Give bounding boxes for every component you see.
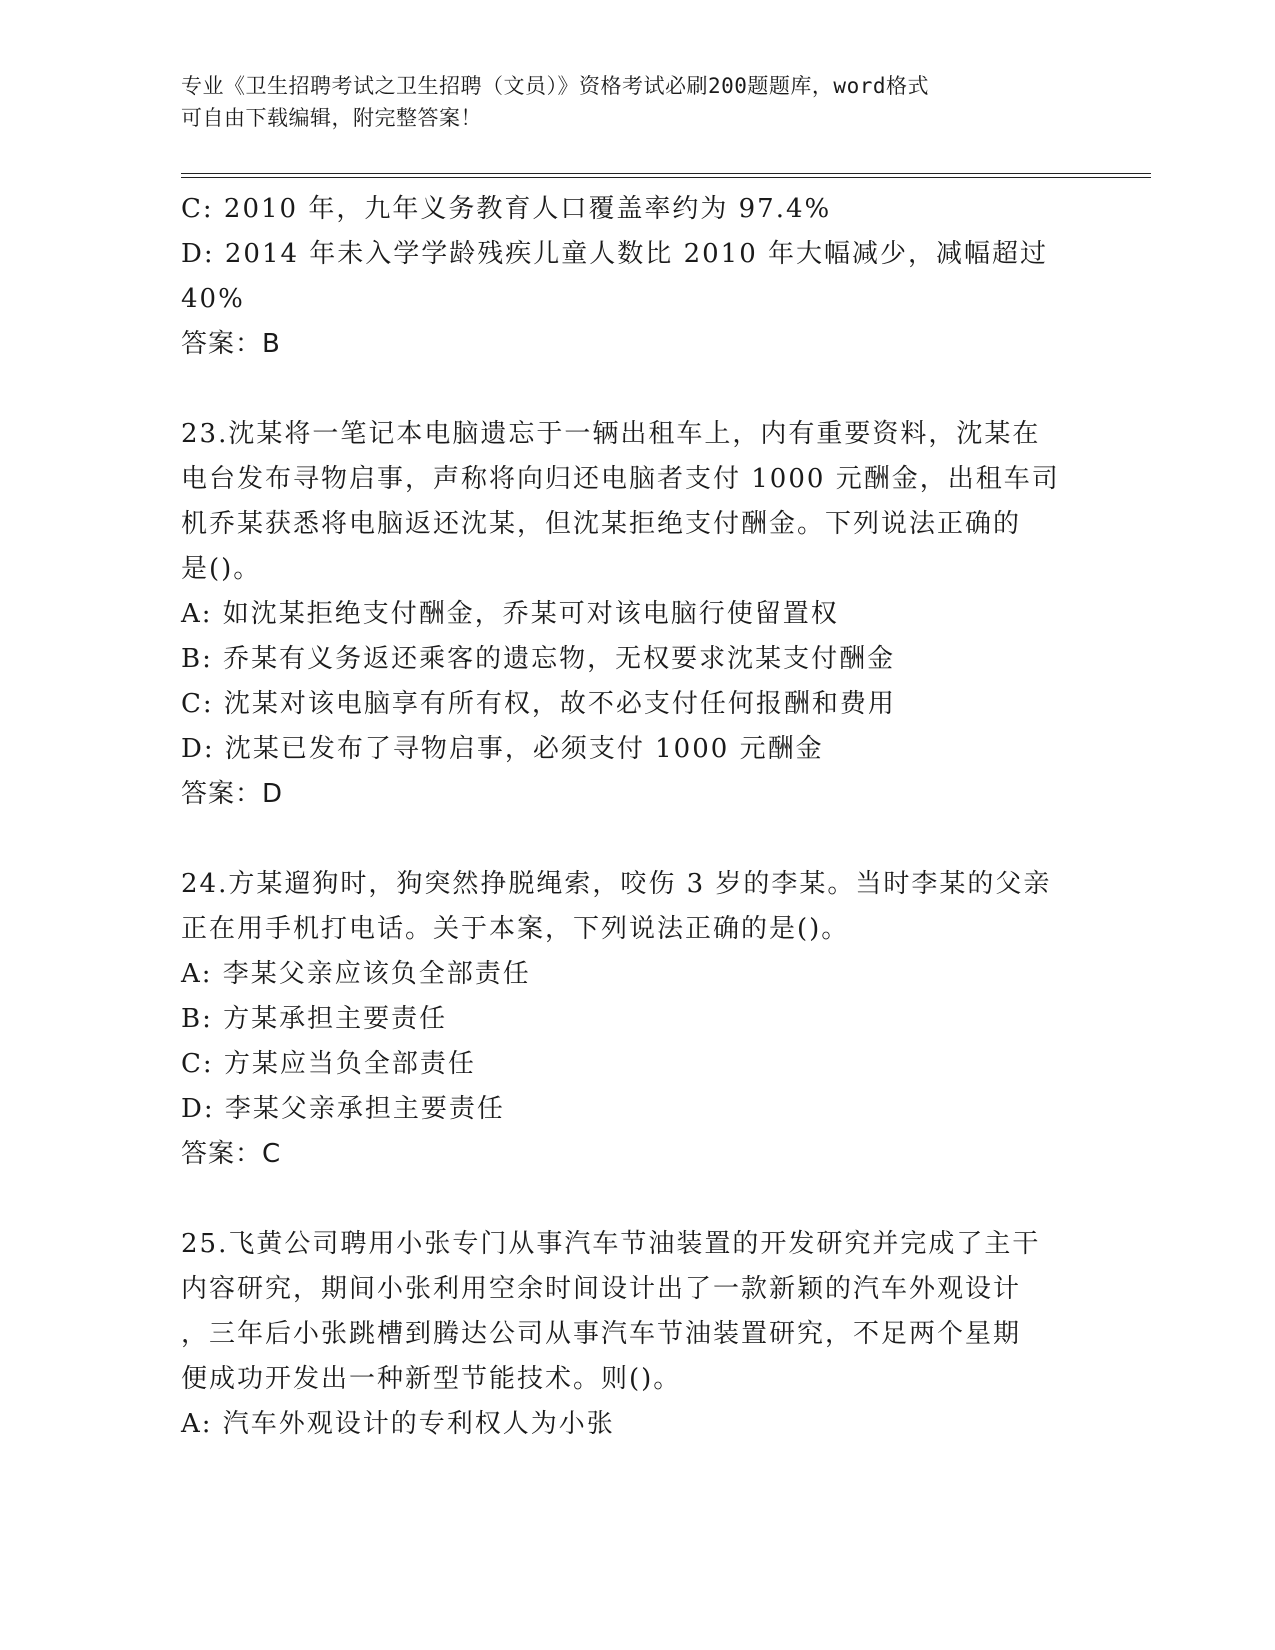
answer: 答案：D [181,779,284,809]
question-23 [181,412,1081,817]
question-content [181,187,1081,1447]
option-b: B: 方某承担主要责任 [181,1004,448,1034]
answer: 答案：B [181,329,281,359]
question-stem: ，三年后小张跳槽到腾达公司从事汽车节油装置研究，不足两个星期 [181,1319,1022,1349]
option-d: D: 2014 年未入学学龄残疾儿童人数比 2010 年大幅减少，减幅超过 [181,239,1049,269]
option-a: A: 李某父亲应该负全部责任 [181,959,531,989]
question-stem: 电台发布寻物启事，声称将向归还电脑者支付 1000 元酬金，出租车司 [181,464,1060,494]
spacer [181,817,1081,862]
option-d-continued: 40% [181,284,245,314]
answer: 答案：C [181,1139,282,1169]
option-a: A: 如沈某拒绝支付酬金，乔某可对该电脑行使留置权 [181,599,839,629]
question-stem: 正在用手机打电话。关于本案，下列说法正确的是()。 [181,914,850,944]
question-stem: 内容研究，期间小张利用空余时间设计出了一款新颖的汽车外观设计 [181,1274,1022,1304]
spacer [181,367,1081,412]
question-22-tail [181,187,1081,367]
question-24 [181,862,1081,1177]
question-stem: 23.沈某将一笔记本电脑遗忘于一辆出租车上，内有重要资料，沈某在 [181,419,1041,449]
question-stem: 机乔某获悉将电脑返还沈某，但沈某拒绝支付酬金。下列说法正确的 [181,509,1022,539]
option-d: D: 沈某已发布了寻物启事，必须支付 1000 元酬金 [181,734,824,764]
header-title-line-1: 专业《卫生招聘考试之卫生招聘（文员）》资格考试必刷200题题库，word格式 [181,74,929,98]
option-c: C: 方某应当负全部责任 [181,1049,476,1079]
header-title-line-2: 可自由下载编辑，附完整答案！ [181,106,482,130]
question-stem: 便成功开发出一种新型节能技术。则()。 [181,1364,682,1394]
question-stem: 25.飞黄公司聘用小张专门从事汽车节油装置的开发研究并完成了主干 [181,1229,1041,1259]
option-d: D: 李某父亲承担主要责任 [181,1094,505,1124]
option-a: A: 汽车外观设计的专利权人为小张 [181,1409,615,1439]
header-divider [181,173,1151,178]
question-stem: 24.方某遛狗时，狗突然挣脱绳索，咬伤 3 岁的李某。当时李某的父亲 [181,869,1052,899]
option-c: C: 沈某对该电脑享有所有权，故不必支付任何报酬和费用 [181,689,896,719]
option-b: B: 乔某有义务返还乘客的遗忘物，无权要求沈某支付酬金 [181,644,896,674]
question-stem: 是()。 [181,554,262,584]
page-header [181,70,1061,134]
spacer [181,1177,1081,1222]
option-c: C: 2010 年，九年义务教育人口覆盖率约为 97.4% [181,194,832,224]
question-25 [181,1222,1081,1447]
